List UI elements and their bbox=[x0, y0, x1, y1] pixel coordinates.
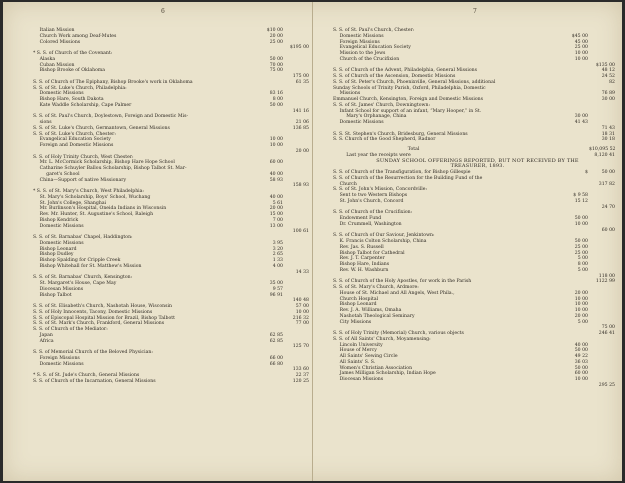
item-amount: 50 00 bbox=[574, 348, 588, 354]
entry-text: Bishop Spalding for Cripple Creek bbox=[39, 258, 121, 263]
entry-text: Church of the Crucifixion bbox=[339, 56, 400, 62]
entry-text: St. Mary's Scholarship, Boys' School, Wuchang bbox=[39, 194, 151, 200]
subtotal-amount: 50 00 bbox=[601, 170, 615, 175]
item-amount: 10 00 bbox=[574, 51, 588, 56]
entry-text: Cuban Mission bbox=[39, 62, 75, 68]
entry-text: China—Support of native Missionary bbox=[39, 177, 127, 183]
item-amount: 10 00 bbox=[574, 296, 588, 302]
page-content bbox=[313, 28, 622, 389]
entry-text: S. S. of St. Paul's Church, Doylestown, Foreign and Domestic Mis- bbox=[33, 114, 189, 120]
subtotal-amount: $10,095 52 bbox=[589, 147, 616, 152]
entry-text: Infant School for support of an infant, “Mary Hooper,” in St. bbox=[339, 108, 482, 114]
subtotal-amount: 216 32 bbox=[292, 315, 309, 321]
subtotal-amount: 22 37 bbox=[295, 373, 309, 378]
entry-text: House of Mercy bbox=[339, 348, 377, 354]
page-content bbox=[3, 28, 312, 385]
entry-text: Evangelical Education Society bbox=[339, 45, 411, 51]
entry-text: Nashotah Theological Seminary bbox=[339, 313, 415, 319]
subtotal-amount: 60 00 bbox=[601, 227, 615, 233]
subtotal-amount: 317 82 bbox=[598, 181, 615, 187]
entry-text: Mr. L. McCormick Scholarship, Bishop Hare Hope School bbox=[39, 160, 175, 166]
entry-text: Bishop Kendrick bbox=[39, 217, 79, 223]
entry-text: S. S. of Church of the Transfiguration, for Bishop Gillespie bbox=[333, 170, 471, 175]
entry-text: Rev. J. T. Carpenter bbox=[339, 256, 385, 262]
entry-text: S. S. of Church of the Advent, Philadelphia, General Missions bbox=[333, 68, 478, 74]
entry-text: S. S. of Holy Trinity Church, West Chester: bbox=[33, 154, 134, 160]
entry-text: S. S. of Holy Innocents, Tacony, Domestic Missions bbox=[33, 309, 153, 315]
subtotal-amount: 30 00 bbox=[601, 97, 615, 102]
item-amount: 10 00 bbox=[574, 308, 588, 313]
item-amount: 66 80 bbox=[269, 361, 283, 367]
item-amount: 83 16 bbox=[269, 91, 283, 97]
item-amount: 25 00 bbox=[574, 244, 588, 250]
item-amount: 62 85 bbox=[269, 338, 283, 344]
item-amount: 10 00 bbox=[269, 143, 283, 148]
entry-text: S. S. of St. Paul's Church, Chester: bbox=[333, 28, 415, 33]
entry-text: Mission to the Jews bbox=[339, 51, 386, 56]
entry-text: Bishop Leonard bbox=[39, 246, 77, 252]
subtotal-amount: 18 31 bbox=[601, 131, 615, 137]
entry-text: S. S. of St. Elisabeth's Church, Nashotah House, Wisconsin bbox=[33, 304, 172, 309]
entry-text: Bishop Talbot bbox=[39, 292, 72, 298]
item-amount: 50 00 bbox=[574, 239, 588, 244]
subtotal-amount: 14 33 bbox=[295, 269, 309, 275]
entry-text: Africa bbox=[39, 338, 54, 344]
entry-text: St. John's College, Shanghai bbox=[39, 200, 107, 206]
entry-text: * S. S. of St. Jude's Church, General Missions bbox=[33, 373, 140, 378]
item-amount: $ bbox=[585, 170, 588, 175]
entry-text: Domestic Missions bbox=[39, 240, 84, 246]
entry-text: Domestic Missions bbox=[39, 361, 84, 367]
entry-text: S. S. of St. Luke's Church, Germantown, General Missions bbox=[33, 125, 170, 131]
page-number: 6 bbox=[161, 8, 165, 15]
entry-text: Foreign Missions bbox=[339, 39, 380, 45]
entry-text: Evangelical Education Society bbox=[39, 137, 111, 143]
entry-text: Catharine Schuyler Ballou Scholarship, Bishop Talbot St. Mar- bbox=[39, 166, 187, 171]
entry-text: Bishop Hare, Indians bbox=[339, 262, 390, 267]
entry-text: Alaska bbox=[39, 56, 56, 62]
item-amount: 20 00 bbox=[269, 33, 283, 39]
item-amount: 40 00 bbox=[269, 171, 283, 177]
subtotal-amount: 10 00 bbox=[295, 309, 309, 315]
item-amount: 58 93 bbox=[269, 177, 283, 183]
entry-text: S. S. of St. John's Mission, Concordville: bbox=[333, 187, 428, 193]
entry-text: S. S. of Church of Our Saviour, Jenkintown: bbox=[333, 233, 435, 239]
entry-text: * S. S. of Church of the Covenant: bbox=[33, 51, 113, 56]
item-amount: 1 33 bbox=[272, 258, 283, 263]
item-amount: 10 00 bbox=[574, 377, 588, 382]
entry-text: City Missions bbox=[339, 319, 372, 325]
entry-text: House of St. Michael and All Angels, West Phila., bbox=[339, 290, 455, 296]
entry-text: S. S. of Church of the Ascension, Domestic Missions bbox=[333, 74, 456, 79]
entry-text: Total bbox=[407, 147, 420, 152]
item-amount: 4 00 bbox=[272, 263, 283, 269]
item-amount: 2 65 bbox=[272, 252, 283, 258]
entry-text: K. Francis Colton Scholarship, China bbox=[339, 239, 427, 244]
item-amount: 36 03 bbox=[574, 359, 588, 365]
entry-text: Rev. W. H. Washburn bbox=[339, 267, 389, 273]
subtotal-amount: 61 35 bbox=[295, 79, 309, 85]
entry-text: Sent to two Western Bishops bbox=[339, 193, 408, 198]
subtotal-amount: 136 85 bbox=[292, 125, 309, 131]
entry-text: S. S. of St. Peter's Church, Phoenixville, General Missions, additional bbox=[333, 79, 496, 85]
entry-text: St. Margaret's House, Cape May bbox=[39, 281, 117, 286]
subtotal-amount: 76 89 bbox=[601, 91, 615, 97]
item-amount: 75 00 bbox=[269, 68, 283, 74]
subtotal-amount: 118 00 bbox=[598, 273, 615, 279]
item-amount: 10 00 bbox=[574, 302, 588, 308]
entry-text: Bishop Leonard bbox=[339, 302, 377, 308]
entry-text: S. S. of Church of the Resurrection for the Building Fund of the bbox=[333, 175, 483, 181]
item-amount: 50 00 bbox=[269, 102, 283, 108]
item-amount: 25 00 bbox=[574, 45, 588, 51]
entry-text: S. S. of St. Luke's Church, Philadelphia: bbox=[33, 85, 127, 91]
entry-text: Bishop Talbot for Cathedral bbox=[339, 250, 405, 256]
item-amount: 40 00 bbox=[574, 342, 588, 348]
item-amount: 20 00 bbox=[574, 313, 588, 319]
item-amount: 10 00 bbox=[574, 221, 588, 227]
item-amount: 66 00 bbox=[269, 355, 283, 361]
subtotal-amount: 20 00 bbox=[295, 148, 309, 154]
book-spread bbox=[3, 2, 622, 481]
ledger-row bbox=[333, 383, 622, 389]
item-amount: 13 00 bbox=[269, 223, 283, 229]
item-amount: 25 00 bbox=[269, 39, 283, 45]
item-amount: 5 61 bbox=[272, 200, 283, 206]
item-amount: 96 91 bbox=[269, 292, 283, 298]
item-amount: 5 00 bbox=[577, 256, 588, 262]
item-amount: $45 00 bbox=[571, 33, 588, 39]
subtotal-amount: 120 25 bbox=[292, 378, 309, 384]
entry-text: S. S. of All Saints' Church, Moyamensing: bbox=[333, 336, 431, 342]
item-amount: 10 00 bbox=[574, 56, 588, 62]
item-amount: 3 95 bbox=[272, 240, 283, 246]
subtotal-amount: 295 25 bbox=[598, 382, 615, 388]
entry-text: S. S. of St. Mary's Church, Ardmore: bbox=[333, 285, 419, 290]
entry-text: Kate Waddle Scholarship, Cape Palmer bbox=[39, 102, 132, 108]
item-amount: 60 00 bbox=[269, 160, 283, 166]
entry-text: Last year the receipts were bbox=[346, 152, 411, 158]
item-amount: 8 00 bbox=[272, 97, 283, 102]
entry-text: S. S. of St. Barnabas' Church, Kensington: bbox=[33, 275, 133, 281]
item-amount: 50 00 bbox=[269, 56, 283, 62]
entry-text: Mr. Burlinson's Hospital, Oneida Indians in Wisconsin bbox=[39, 206, 167, 212]
entry-text: S. S. of Church of The Epiphany, Bishop Brooke's work in Oklahoma bbox=[33, 79, 193, 85]
item-amount: 3 20 bbox=[272, 246, 283, 252]
right-page bbox=[313, 2, 622, 481]
item-amount: 62 85 bbox=[269, 332, 283, 338]
entry-text: Rev. Mr. Hunter, St. Augustine's School, Raleigh bbox=[39, 212, 154, 217]
item-amount: 8 00 bbox=[577, 262, 588, 267]
entry-text: S. S. of St. Luke's Church, Chester: bbox=[33, 131, 116, 137]
entry-text: Rev. J. A. Williams, Omaha bbox=[339, 308, 402, 313]
subtotal-amount: 75 00 bbox=[601, 325, 615, 331]
item-amount: 70 00 bbox=[269, 62, 283, 68]
item-amount: $10 00 bbox=[266, 28, 283, 33]
entry-text: Bishop Hare, South Dakota bbox=[39, 97, 104, 102]
entry-text: sions bbox=[39, 120, 52, 125]
entry-text: * S. S. of St. Mary's Church, West Philadelphia: bbox=[33, 189, 144, 194]
item-amount: 49 22 bbox=[574, 354, 588, 359]
entry-text: S. S. of St. James' Church, Downingtown: bbox=[333, 102, 431, 108]
entry-text: Sunday Schools of Trinity Parish, Oxford, Philadelphia, Domestic bbox=[333, 85, 486, 91]
entry-text: Dr. Crummell, Washington bbox=[339, 221, 402, 227]
item-amount: 20 00 bbox=[574, 290, 588, 296]
entry-text: Church Work among Deaf-Mutes bbox=[39, 33, 117, 39]
entry-text: Italian Mission bbox=[39, 28, 75, 33]
item-amount: 20 00 bbox=[269, 206, 283, 212]
subtotal-amount: 21 06 bbox=[295, 120, 309, 125]
item-amount: 41 43 bbox=[574, 120, 588, 125]
entry-text: garet's School bbox=[46, 171, 80, 177]
subtotal-amount: 125 70 bbox=[292, 344, 309, 350]
subtotal-amount: 246 41 bbox=[598, 331, 615, 336]
entry-text: Lincoln University bbox=[339, 342, 383, 348]
subtotal-amount: 158 93 bbox=[292, 183, 309, 189]
entry-text: Foreign and Domestic Missions bbox=[39, 143, 114, 148]
left-page bbox=[3, 2, 313, 481]
entry-text: Bishop Whitehall for St. Matthew's Mission bbox=[39, 263, 142, 269]
item-amount: $ 9 58 bbox=[573, 193, 588, 198]
subtotal-amount: $195 00 bbox=[289, 45, 309, 51]
entry-text: Domestic Missions bbox=[339, 33, 384, 39]
subtotal-amount: 30 18 bbox=[601, 137, 615, 143]
entry-text: All Saints' S. S. bbox=[339, 359, 376, 365]
subtotal-amount: 100 61 bbox=[292, 229, 309, 235]
entry-text: Church Hospital bbox=[339, 296, 379, 302]
entry-text: Church bbox=[339, 181, 357, 187]
entry-text: Domestic Missions bbox=[39, 223, 84, 229]
item-amount: 50 00 bbox=[574, 365, 588, 371]
item-amount: 25 00 bbox=[574, 250, 588, 256]
entry-text: Rev. Jas. S. Russell bbox=[339, 244, 384, 250]
item-amount: 5 00 bbox=[577, 267, 588, 273]
entry-text: TREASURER, 1893. bbox=[450, 163, 505, 170]
subtotal-amount: 71 43 bbox=[601, 125, 615, 131]
entry-text: Diocesan Missions bbox=[339, 377, 384, 382]
entry-text: Endowment Fund bbox=[339, 216, 382, 221]
item-amount: 15 12 bbox=[574, 198, 588, 204]
subtotal-amount: 175 00 bbox=[292, 74, 309, 79]
subtotal-amount: 141 16 bbox=[292, 108, 309, 114]
entry-text: Foreign Missions bbox=[39, 355, 80, 361]
entry-text: S. S. of Church of the Crucifixion: bbox=[333, 210, 413, 216]
subtotal-amount: 8,120 41 bbox=[594, 152, 615, 158]
item-amount: 15 00 bbox=[269, 212, 283, 217]
entry-text: James Milligan Scholarship, Indian Hope bbox=[339, 371, 436, 377]
subtotal-amount: 82 bbox=[609, 79, 615, 85]
entry-text: S. S. of Holy Trinity (Memorial) Church, various objects bbox=[333, 331, 464, 336]
item-amount: 9 57 bbox=[272, 286, 283, 292]
item-amount: 35 00 bbox=[269, 281, 283, 286]
entry-text: S. S. of Episcopal Hospital Mission for Brazil, Bishop Talbott bbox=[33, 315, 175, 321]
entry-text: St. John's Church, Concord bbox=[339, 198, 404, 204]
entry-text: S. S. of Church of the Mediator: bbox=[33, 327, 108, 332]
item-amount: 45 00 bbox=[574, 39, 588, 45]
entry-text: S. S. of Church of the Incarnation, General Missions bbox=[33, 378, 156, 384]
entry-text: Diocesan Missions bbox=[39, 286, 84, 292]
entry-text: Domestic Missions bbox=[39, 91, 84, 97]
entry-text: S. S. of St. Mark's Church, Frankford, General Missions bbox=[33, 321, 165, 327]
entry-text: S. S. St. Stephen's Church, Bridesburg, General Missions bbox=[333, 131, 468, 137]
entry-text: All Saints' Sewing Circle bbox=[339, 354, 398, 359]
entry-text: S. S. of Church of the Holy Apostles, for work in the Parish bbox=[333, 279, 472, 285]
entry-text: Colored Missions bbox=[39, 39, 81, 45]
item-amount: 5 00 bbox=[577, 319, 588, 325]
subtotal-amount: 1122 99 bbox=[595, 279, 615, 285]
entry-text: Domestic Missions bbox=[339, 120, 384, 125]
subtotal-amount: 24 52 bbox=[601, 74, 615, 79]
entry-text: Women's Christian Association bbox=[339, 365, 413, 371]
subtotal-amount: 48 12 bbox=[601, 68, 615, 74]
item-amount: 10 00 bbox=[269, 137, 283, 143]
subtotal-amount: 77 00 bbox=[295, 321, 309, 327]
item-amount: 50 00 bbox=[574, 216, 588, 221]
entry-text: SUNDAY SCHOOL OFFERINGS REPORTED, BUT NOT RECEIVED BY THE bbox=[376, 157, 579, 164]
entry-text: S. S. Church of the Good Shepherd, Radnor bbox=[333, 137, 436, 143]
item-amount: 40 00 bbox=[269, 194, 283, 200]
subtotal-amount: 24 70 bbox=[601, 204, 615, 210]
ledger-row bbox=[33, 379, 312, 385]
subtotal-amount: 133 60 bbox=[292, 367, 309, 373]
entry-text: Japan bbox=[39, 332, 53, 338]
item-amount: 7 00 bbox=[272, 217, 283, 223]
entry-text: Bishop Brooke of Oklahoma bbox=[39, 68, 105, 74]
item-amount: 60 00 bbox=[574, 371, 588, 377]
subtotal-amount: 57 00 bbox=[295, 304, 309, 309]
entry-text: S. S. of St. Barnabas' Chapel, Haddington: bbox=[33, 235, 133, 240]
entry-text: Mary's Orphanage, China bbox=[346, 114, 407, 120]
entry-text: Emmanuel Church, Kensington, Foreign and Domestic Missions bbox=[333, 97, 484, 102]
subtotal-amount: $135 00 bbox=[595, 62, 615, 68]
entry-text: Bishop Dudley bbox=[39, 252, 74, 258]
page-number: 7 bbox=[473, 8, 477, 15]
subtotal-amount: 140 48 bbox=[292, 298, 309, 304]
item-amount: 30 00 bbox=[574, 114, 588, 120]
entry-text: S. S. of Memorial Church of the Beloved Physician: bbox=[33, 350, 153, 355]
entry-text: Missions bbox=[339, 91, 361, 97]
